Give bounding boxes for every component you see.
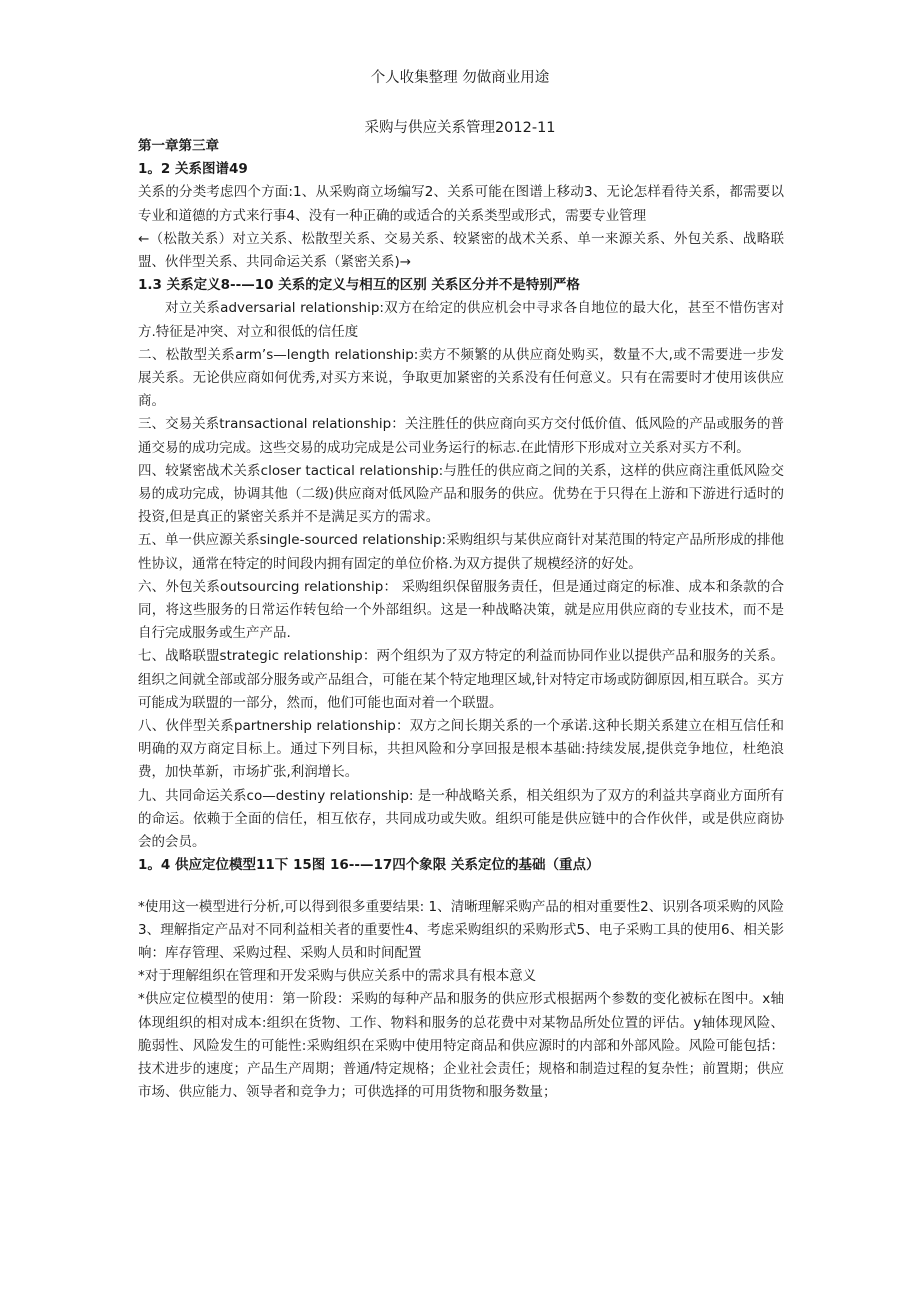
strategic-relationship-paragraph: 七、战略联盟strategic relationship：两个组织为了双方特定的利益而协同作业以提供产品和服务的关系。组织之间就全部或部分服务或产品组合，可能在某个特定地理区域,针对特定市场或防御原因,相互联合。买方可能成为联盟的一部分，然而，他们可能也面对着一个联盟。 [138, 648, 784, 711]
section-1-2-heading: 1。2 关系图谱49 [138, 161, 248, 178]
model-usage-paragraph: *供应定位模型的使用：第一阶段：采购的每种产品和服务的供应形式根据两个参数的变化被标在图中。x轴体现组织的相对成本:组织在货物、工作、物料和服务的总花费中对某物品所处位置的评估。y轴体现风险、脆弱性、风险发生的可能性:采购组织在采购中使用特定商品和供应源时的内部和外部风险。风险可能包括：技术进步的速度；产品生产周期；普通/特定规格；企业社会责任；规格和制造过程的复杂性；前置期；供应市场、供应能力、领导者和竞争力；可供选择的可用货物和服务数量； [138, 991, 784, 1101]
section-spacer [138, 887, 784, 896]
document-title: 采购与供应关系管理2012-11 [364, 120, 556, 136]
section-1-4-heading: 1。4 供应定位模型11下 15图 16--—17四个象限 关系定位的基础（重点） [138, 857, 600, 874]
relationship-spectrum-paragraph: ←（松散关系）对立关系、松散型关系、交易关系、较紧密的战术关系、单一来源关系、外包关系、战略联盟、伙伴型关系、共同命运关系（紧密关系)→ [138, 230, 784, 271]
document-body [138, 135, 784, 1104]
chapter-heading: 第一章第三章 [138, 138, 219, 154]
header-note: 个人收集整理 勿做商业用途 [370, 70, 550, 86]
single-sourced-relationship-paragraph: 五、单一供应源关系single-sourced relationship:采购组织与某供应商针对某范围的特定产品所形成的排他性协议，通常在特定的时间段内拥有固定的单位价格.为双方提供了规模经济的好处。 [138, 532, 784, 572]
arms-length-relationship-paragraph: 二、松散型关系arm’s—length relationship:卖方不频繁的从供应商处购买，数量不大,或不需要进一步发展关系。无论供应商如何优秀,对买方来说，争取更加紧密的关系没有任何意义。只有在需要时才使用该供应商。 [138, 346, 784, 410]
model-significance-paragraph: *对于理解组织在管理和开发采购与供应关系中的需求具有根本意义 [138, 968, 537, 985]
closer-tactical-relationship-paragraph: 四、较紧密战术关系closer tactical relationship:与胜任的供应商之间的关系，这样的供应商注重低风险交易的成功完成，协调其他（二级)供应商对低风险产品和服务的供应。优势在于只得在上游和下游进行适时的投资,但是真正的紧密关系并不是满足买方的需求。 [138, 462, 784, 526]
transactional-relationship-paragraph: 三、交易关系transactional relationship：关注胜任的供应商向买方交付低价值、低风险的产品或服务的普通交易的成功完成。这些交易的成功完成是公司业务运行的标志.在此情形下形成对立关系对买方不利。 [138, 416, 784, 456]
co-destiny-relationship-paragraph: 九、共同命运关系co—destiny relationship: 是一种战略关系，相关组织为了双方的利益共享商业方面所有的命运。依赖于全面的信任，相互依存，共同成功或失败。组织可能是供应链中的合作伙伴，或是供应商协会的会员。 [138, 787, 784, 851]
outsourcing-relationship-paragraph: 六、外包关系outsourcing relationship： 采购组织保留服务责任，但是通过商定的标准、成本和条款的合同，将这些服务的日常运作转包给一个外部组织。这是一种战略决策，就是应用供应商的专业技术，而不是自行完成服务或生产产品. [138, 578, 784, 642]
model-analysis-paragraph: *使用这一模型进行分析,可以得到很多重要结果: 1、清晰理解采购产品的相对重要性2、识别各项采购的风险3、理解指定产品对不同利益相关者的重要性4、考虑采购组织的采购形式5、电子采购工具的使用6、相关影响：库存管理、采购过程、采购人员和时间配置 [138, 898, 784, 961]
relationship-classification-paragraph: 关系的分类考虑四个方面:1、从采购商立场编写2、关系可能在图谱上移动3、无论怎样看待关系，都需要以专业和道德的方式来行事4、没有一种正确的或适合的关系类型或形式，需要专业管理 [138, 184, 784, 224]
adversarial-relationship-paragraph: 对立关系adversarial relationship:双方在给定的供应机会中寻求各自地位的最大化，甚至不惜伤害对方.特征是冲突、对立和很低的信任度 [138, 300, 784, 340]
faint-text-spacer [138, 878, 784, 887]
partnership-relationship-paragraph: 八、伙伴型关系partnership relationship：双方之间长期关系的一个承诺.这种长期关系建立在相互信任和明确的双方商定目标上。通过下列目标，共担风险和分享回报是根本基础:持续发展,提供竞争地位，杜绝浪费，加快革新，市场扩张,利润增长。 [138, 718, 784, 781]
section-1-3-heading: 1.3 关系定义8--—10 关系的定义与相互的区别 关系区分并不是特别严格 [138, 277, 580, 294]
